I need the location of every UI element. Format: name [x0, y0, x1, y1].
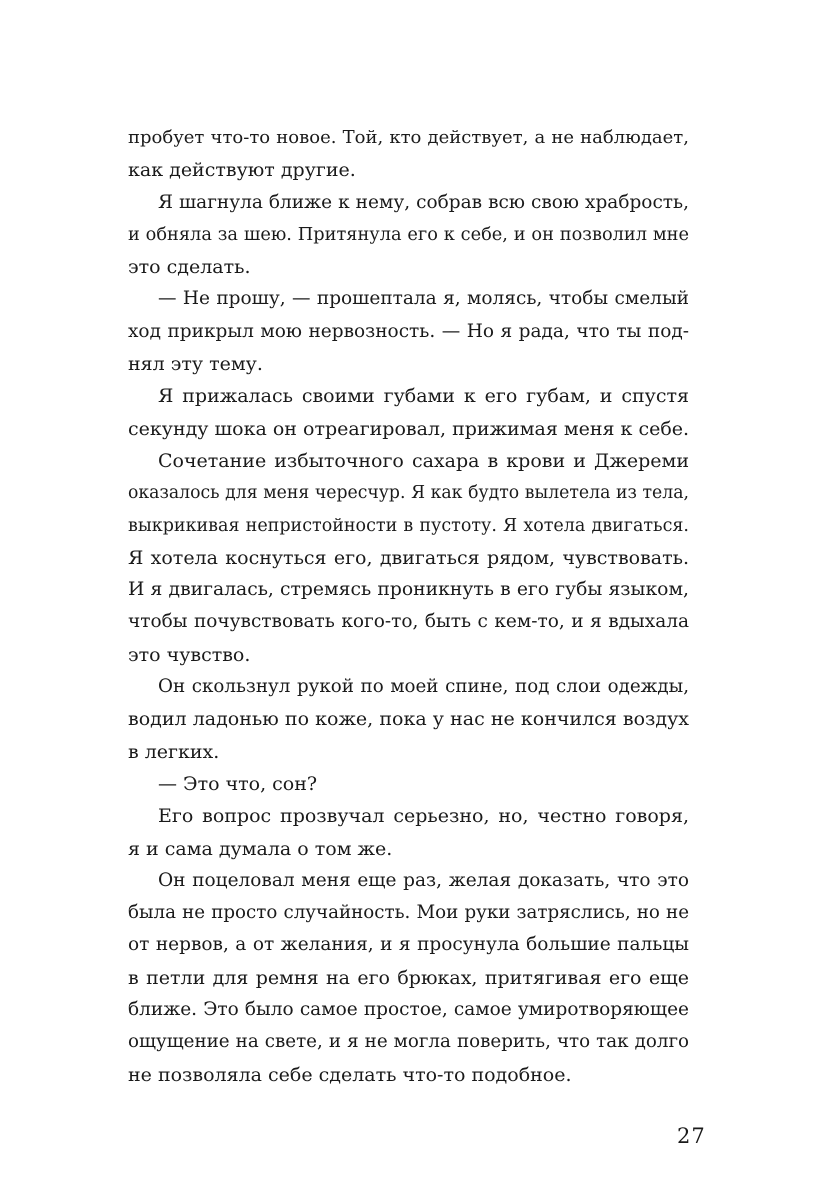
text-line: оказалось для меня чересчур. Я как будто вылетела из тела,: [128, 483, 689, 504]
text-line: пробует что-то новое. Той, кто действует, а не наблюдает,: [128, 127, 689, 148]
text-line: — Это что, сон?: [158, 772, 318, 795]
text-line: ближе. Это было самое простое, самое умиротворяющее: [128, 999, 689, 1021]
text-line: в легких.: [128, 740, 220, 763]
text-line: и обняла за шею. Притянула его к себе, и он позволил мне: [128, 224, 689, 245]
text-line: Сочетание избыточного сахара в крови и Джереми: [158, 449, 689, 472]
text-line: не позволяла себе сделать что-то подобное.: [128, 1063, 572, 1086]
text-line: была не просто случайность. Мои руки затряслись, но не: [128, 902, 689, 924]
text-line: в петли для ремня на его брюках, притягивая его еще: [128, 966, 689, 989]
page-number: 27: [677, 1124, 706, 1148]
text-line: Я хотела коснуться его, двигаться рядом, чувствовать.: [128, 546, 689, 569]
text-line: секунду шока он отреагировал, прижимая меня к себе.: [128, 417, 690, 440]
text-line: Он поцеловал меня еще раз, желая доказать, что это: [158, 869, 689, 891]
text-line: Я шагнула ближе к нему, собрав всю свою храбрость,: [158, 191, 689, 213]
body-text: [128, 122, 689, 1091]
text-line: чтобы почувствовать кого-то, быть с кем-то, и я вдыхала: [128, 611, 689, 633]
text-line: выкрикивая непристойности в пустоту. Я хотела двигаться.: [128, 515, 689, 536]
text-line: как действуют другие.: [128, 159, 356, 182]
text-line: ощущение на свете, и я не могла поверить, что так долго: [128, 1031, 689, 1053]
text-line: водил ладонью по коже, пока у нас не кончился воздух: [128, 708, 689, 731]
text-line: Я прижалась своими губами к его губам, и спустя: [158, 385, 689, 408]
text-line: это сделать.: [128, 256, 251, 279]
text-line: И я двигалась, стремясь проникнуть в его губы языком,: [128, 579, 689, 601]
text-line: ход прикрыл мою нервозность. — Но я рада, что ты под-: [128, 320, 689, 342]
text-line: я и сама думала о том же.: [128, 837, 393, 860]
text-line: от нервов, а от желания, и я просунула большие пальцы: [128, 934, 689, 956]
text-line: нял эту тему.: [128, 353, 263, 376]
text-line: — Не прошу, — прошептала я, молясь, чтобы смелый: [158, 288, 689, 310]
text-line: это чувство.: [128, 643, 251, 666]
text-line: Его вопрос прозвучал серьезно, но, честно говоря,: [158, 805, 689, 828]
text-line: Он скользнул рукой по моей спине, под слои одежды,: [158, 676, 689, 698]
